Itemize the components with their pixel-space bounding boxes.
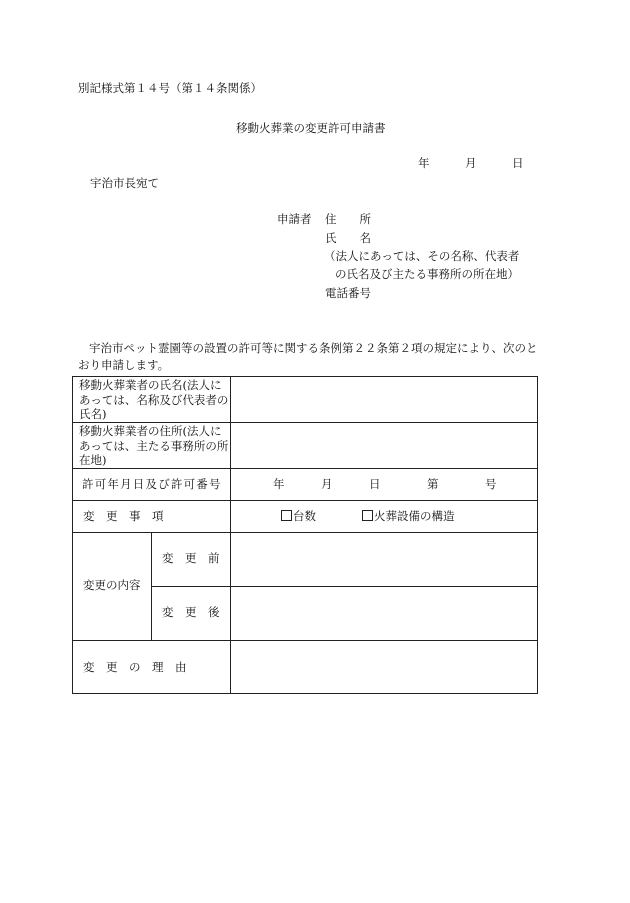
addressee: 宇治市長宛て	[90, 176, 159, 190]
applicant-name-label: 氏 名	[325, 231, 371, 245]
permit-month-label: 月	[321, 477, 333, 491]
after-change-field[interactable]	[232, 588, 537, 639]
form-number: 別記様式第１４号（第１４条関係）	[78, 81, 262, 95]
date-year-label: 年	[418, 156, 430, 170]
option-equipment-structure[interactable]	[362, 509, 455, 524]
row-divider	[73, 500, 537, 501]
after-change-label: 変 更 後	[162, 605, 220, 619]
before-change-label: 変 更 前	[162, 551, 220, 565]
checkbox-equipment-structure[interactable]	[362, 510, 373, 521]
row-divider	[73, 422, 537, 423]
permit-number-suffix: 号	[485, 477, 497, 491]
reason-label: 変 更 の 理 由	[83, 660, 187, 674]
date-month-label: 月	[465, 156, 477, 170]
row3-label: 許可年月日及び許可番号	[82, 477, 222, 491]
date-day-label: 日	[512, 156, 524, 170]
row-divider	[73, 640, 537, 641]
row2-label-line2: あっては、主たる事務所の所	[79, 439, 229, 453]
column-divider	[230, 377, 231, 694]
row1-label-line3: 氏名)	[79, 407, 107, 421]
row4-label: 変 更 事 項	[83, 509, 164, 523]
option-unit-count[interactable]	[281, 509, 316, 524]
applicant-label: 申請者	[277, 212, 312, 226]
applicant-phone-label: 電話番号	[325, 286, 371, 300]
permit-day-label: 日	[369, 477, 381, 491]
row1-label-line2: あっては、名称及び代表者の	[79, 393, 229, 407]
row-divider	[73, 532, 537, 533]
operator-name-field[interactable]	[232, 378, 537, 421]
option-equipment-structure-label: 火葬設備の構造	[374, 509, 455, 523]
application-form-table	[72, 376, 538, 694]
operator-address-field[interactable]	[232, 424, 537, 467]
checkbox-unit-count[interactable]	[281, 510, 292, 521]
permit-year-label: 年	[273, 477, 285, 491]
permit-number-prefix: 第	[427, 477, 439, 491]
row-divider	[151, 586, 537, 587]
body-line2: おり申請します。	[78, 358, 170, 372]
change-content-label: 変更の内容	[83, 578, 141, 592]
body-line1: 宇治市ペット霊園等の設置の許可等に関する条例第２２条第２項の規定により、次のと	[89, 341, 538, 355]
row2-label-line1: 移動火葬業者の住所(法人に	[79, 424, 222, 438]
row1-label-line1: 移動火葬業者の氏名(法人に	[79, 378, 222, 392]
option-unit-count-label: 台数	[293, 509, 316, 523]
applicant-note-line2: の氏名及び主たる事務所の所在地）	[335, 267, 519, 281]
row2-label-line3: 在地)	[79, 453, 107, 467]
column-divider	[151, 532, 152, 640]
applicant-note-line1: （法人にあっては、その名称、代表者	[324, 249, 520, 263]
row-divider	[73, 468, 537, 469]
before-change-field[interactable]	[232, 534, 537, 585]
applicant-address-label: 住 所	[325, 212, 371, 226]
document-title: 移動火葬業の変更許可申請書	[236, 121, 386, 135]
reason-field[interactable]	[232, 642, 537, 693]
